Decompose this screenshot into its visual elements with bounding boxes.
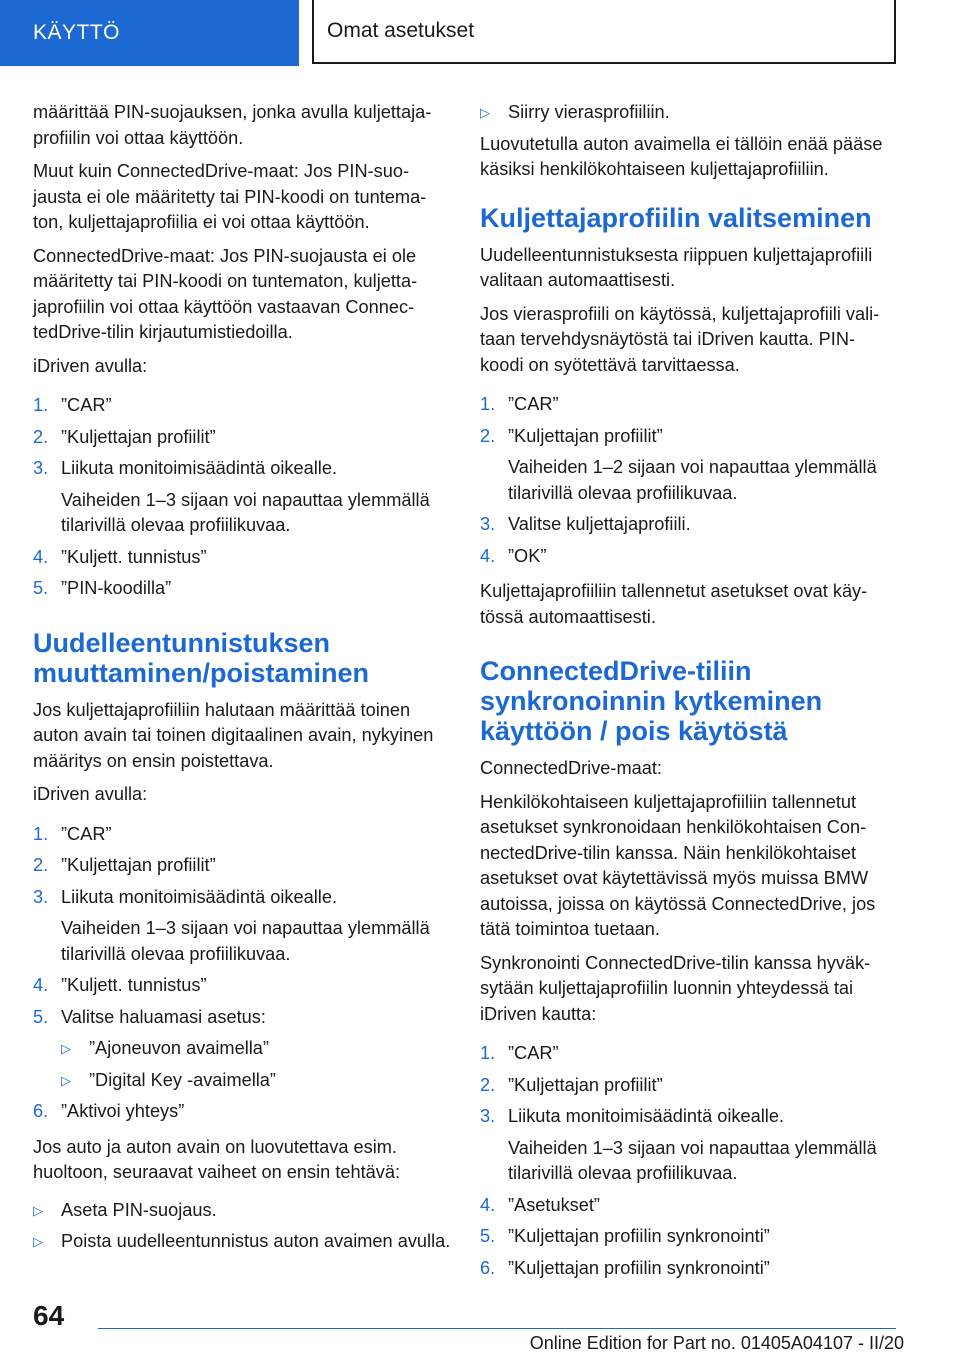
- list-item-text: Valitse haluamasi asetus:: [61, 1006, 266, 1027]
- paragraph: Uudelleentunnistuksesta riippuen kuljettajaprofiili valitaan automaattisesti.: [480, 244, 873, 290]
- paragraph: Luovutetulla auton avaimella ei tällöin enää pääse käsiksi henkilökohtaiseen kuljettajaprofiiliin.: [480, 133, 883, 179]
- list-item: [480, 544, 898, 570]
- step-number: 3.: [33, 886, 49, 907]
- list-item-text: ”Kuljettajan profiilit”: [508, 1074, 663, 1095]
- paragraph: Synkronointi ConnectedDrive-tilin kanssa hyväk-sytään kuljettajaprofiilin luonnin yhteydessä tai iDriven kautta:: [480, 952, 871, 1024]
- page-number: 64: [33, 1300, 65, 1331]
- triangle-right-outline-icon: ▷: [33, 1234, 43, 1249]
- list-item-text: ”OK”: [508, 545, 547, 566]
- step-note: Vaiheiden 1–3 sijaan voi napauttaa ylemmällä tilarivillä olevaa profiilikuvaa.: [61, 918, 430, 964]
- step-number: 2.: [33, 426, 49, 447]
- section-heading: ConnectedDrive-tiliin synkronoinnin kytkeminen käyttöön / pois käytöstä: [480, 656, 823, 746]
- list-item: [33, 1229, 451, 1255]
- triangle-right-outline-icon: ▷: [61, 1041, 71, 1056]
- list-item: [33, 822, 451, 848]
- list-item-text: ”Kuljettajan profiilit”: [61, 855, 216, 875]
- list-item: [480, 100, 898, 126]
- page-header: [0, 0, 960, 66]
- list-item-text: ”CAR”: [508, 394, 559, 414]
- triangle-right-outline-icon: ▷: [33, 1202, 43, 1218]
- paragraph: Muut kuin ConnectedDrive-maat: Jos PIN-suo-jausta ei ole määritetty tai PIN-koodi on tuntema-ton, kuljettajaprofiilia ei voi ottaa käyttöön.: [33, 161, 427, 232]
- list-item: [480, 512, 898, 538]
- list-item: [480, 1104, 898, 1130]
- list-item-text: Liikuta monitoimisäädintä oikealle.: [61, 886, 337, 907]
- list-item-text: ”CAR”: [61, 395, 112, 415]
- triangle-right-outline-icon: ▷: [61, 1072, 71, 1088]
- steps-list: [480, 392, 898, 569]
- list-item: [61, 1036, 451, 1062]
- list-item: [33, 853, 451, 879]
- step-note: Vaiheiden 1–3 sijaan voi napauttaa ylemmällä tilarivillä olevaa profiilikuvaa.: [508, 1137, 877, 1183]
- step-number: 5.: [480, 1226, 496, 1246]
- list-item: [480, 1193, 898, 1219]
- step-number: 6.: [33, 1101, 49, 1121]
- step-number: 1.: [480, 394, 496, 414]
- page-title: Omat asetukset: [312, 0, 896, 64]
- list-item-text: ”Kuljett. tunnistus”: [61, 546, 207, 567]
- step-number: 4.: [480, 545, 496, 566]
- list-item: [33, 425, 451, 451]
- list-item-text: ”CAR”: [61, 823, 112, 844]
- list-item-text: ”Ajoneuvon avaimella”: [89, 1038, 269, 1058]
- step-number: 2.: [480, 425, 496, 446]
- step-note: Vaiheiden 1–3 sijaan voi napauttaa ylemmällä tilarivillä olevaa profiilikuvaa.: [61, 489, 430, 535]
- step-number: 1.: [33, 823, 49, 844]
- list-item-text: ”Digital Key -avaimella”: [89, 1069, 276, 1090]
- step-number: 3.: [33, 458, 49, 478]
- section-heading: Uudelleentunnistuksen muuttaminen/poistaminen: [33, 627, 370, 688]
- list-item-text: ”Kuljettajan profiilit”: [508, 425, 663, 446]
- step-number: 5.: [33, 1006, 49, 1027]
- list-item: [33, 973, 451, 999]
- list-item-text: Liikuta monitoimisäädintä oikealle.: [508, 1106, 784, 1126]
- list-item-text: ”Asetukset”: [508, 1194, 600, 1215]
- list-item: [61, 1068, 451, 1094]
- bullet-list: [33, 1198, 451, 1255]
- paragraph: iDriven avulla:: [33, 355, 148, 376]
- list-item: [33, 885, 451, 911]
- list-item: [33, 545, 451, 571]
- list-item: [33, 1005, 451, 1031]
- section-tab: KÄYTTÖ: [0, 0, 299, 66]
- footer-divider: [98, 1328, 896, 1329]
- step-number: 4.: [480, 1194, 496, 1215]
- list-item: [33, 576, 451, 602]
- list-item-text: Liikuta monitoimisäädintä oikealle.: [61, 458, 337, 478]
- step-number: 1.: [480, 1043, 496, 1063]
- paragraph: määrittää PIN-suojauksen, jonka avulla kuljettaja-profiilin voi ottaa käyttöön.: [33, 102, 432, 148]
- list-item-text: ”Kuljettajan profiilin synkronointi”: [508, 1257, 770, 1278]
- triangle-right-outline-icon: ▷: [480, 105, 490, 120]
- step-number: 4.: [33, 975, 49, 995]
- list-item: [33, 456, 451, 482]
- right-column: [480, 100, 898, 1291]
- step-number: 1.: [33, 395, 49, 415]
- list-item-text: ”Kuljettajan profiilin synkronointi”: [508, 1226, 770, 1246]
- list-item-text: Siirry vierasprofiiliin.: [508, 102, 670, 122]
- list-item: [33, 1099, 451, 1125]
- list-item-text: Aseta PIN-suojaus.: [61, 1199, 217, 1220]
- option-sublist: [33, 1036, 451, 1093]
- steps-list: [33, 1099, 451, 1125]
- paragraph: Kuljettajaprofiiliin tallennetut asetukset ovat käy-tössä automaattisesti.: [480, 581, 868, 627]
- steps-list: [480, 1041, 898, 1281]
- step-number: 2.: [480, 1074, 496, 1095]
- step-number: 6.: [480, 1257, 496, 1278]
- paragraph: iDriven avulla:: [33, 784, 148, 804]
- paragraph: Jos kuljettajaprofiiliin halutaan määrittää toinen auton avain tai toinen digitaalinen avain, nykyinen määritys on ensin poistettava.: [33, 699, 434, 771]
- step-note: Vaiheiden 1–2 sijaan voi napauttaa ylemmällä tilarivillä olevaa profiilikuvaa.: [508, 457, 877, 503]
- paragraph: ConnectedDrive-maat: Jos PIN-suojausta ei ole määritetty tai PIN-koodi on tuntematon, kuljetta-japrofiilin voi ottaa käyttöön vastaavan Connec-tedDrive-tilin kirjautumistiedoilla.: [33, 245, 418, 342]
- step-number: 4.: [33, 546, 49, 567]
- paragraph: Henkilökohtaiseen kuljettajaprofiiliin tallennetut asetukset synkronoidaan henkilökohtaisen Con-nectedDrive-tilin kanssa. Näin henkilökohtaiset asetukset ovat käytettävissä myös muissa BMW autoissa, joissa on käytössä ConnectedDrive, jos tätä toimintoa tuetaan.: [480, 791, 876, 939]
- step-number: 3.: [480, 514, 496, 534]
- step-number: 3.: [480, 1106, 496, 1126]
- edition-note: Online Edition for Part no. 01405A04107 - II/20: [529, 1333, 904, 1353]
- paragraph: Jos vierasprofiili on käytössä, kuljettajaprofiili vali-taan tervehdysnäytöstä tai iDriven kautta. PIN-koodi on syötettävä tarvittaessa.: [480, 303, 880, 375]
- list-item-text: ”Kuljett. tunnistus”: [61, 975, 207, 995]
- list-item-text: ”Aktivoi yhteys”: [61, 1101, 185, 1121]
- list-item-text: Poista uudelleentunnistus auton avaimen avulla.: [61, 1231, 451, 1251]
- paragraph: ConnectedDrive-maat:: [480, 758, 662, 778]
- list-item: [480, 1224, 898, 1250]
- paragraph: Jos auto ja auton avain on luovutettava esim. huoltoon, seuraavat vaiheet on ensin tehtävä:: [33, 1136, 401, 1182]
- step-number: 5.: [33, 578, 49, 598]
- list-item-text: ”CAR”: [508, 1043, 559, 1063]
- list-item-text: ”Kuljettajan profiilit”: [61, 426, 216, 447]
- left-column: [33, 100, 451, 1265]
- list-item: [480, 392, 898, 418]
- list-item: [480, 1041, 898, 1067]
- steps-list: [33, 393, 451, 602]
- list-item: [33, 393, 451, 419]
- steps-list: [33, 822, 451, 1031]
- step-number: 2.: [33, 855, 49, 875]
- section-heading: Kuljettajaprofiilin valitseminen: [480, 202, 872, 233]
- list-item: [33, 1198, 451, 1224]
- list-item-text: Valitse kuljettajaprofiili.: [508, 514, 691, 534]
- list-item-text: ”PIN-koodilla”: [61, 578, 172, 598]
- list-item: [480, 1073, 898, 1099]
- list-item: [480, 424, 898, 450]
- list-item: [480, 1256, 898, 1282]
